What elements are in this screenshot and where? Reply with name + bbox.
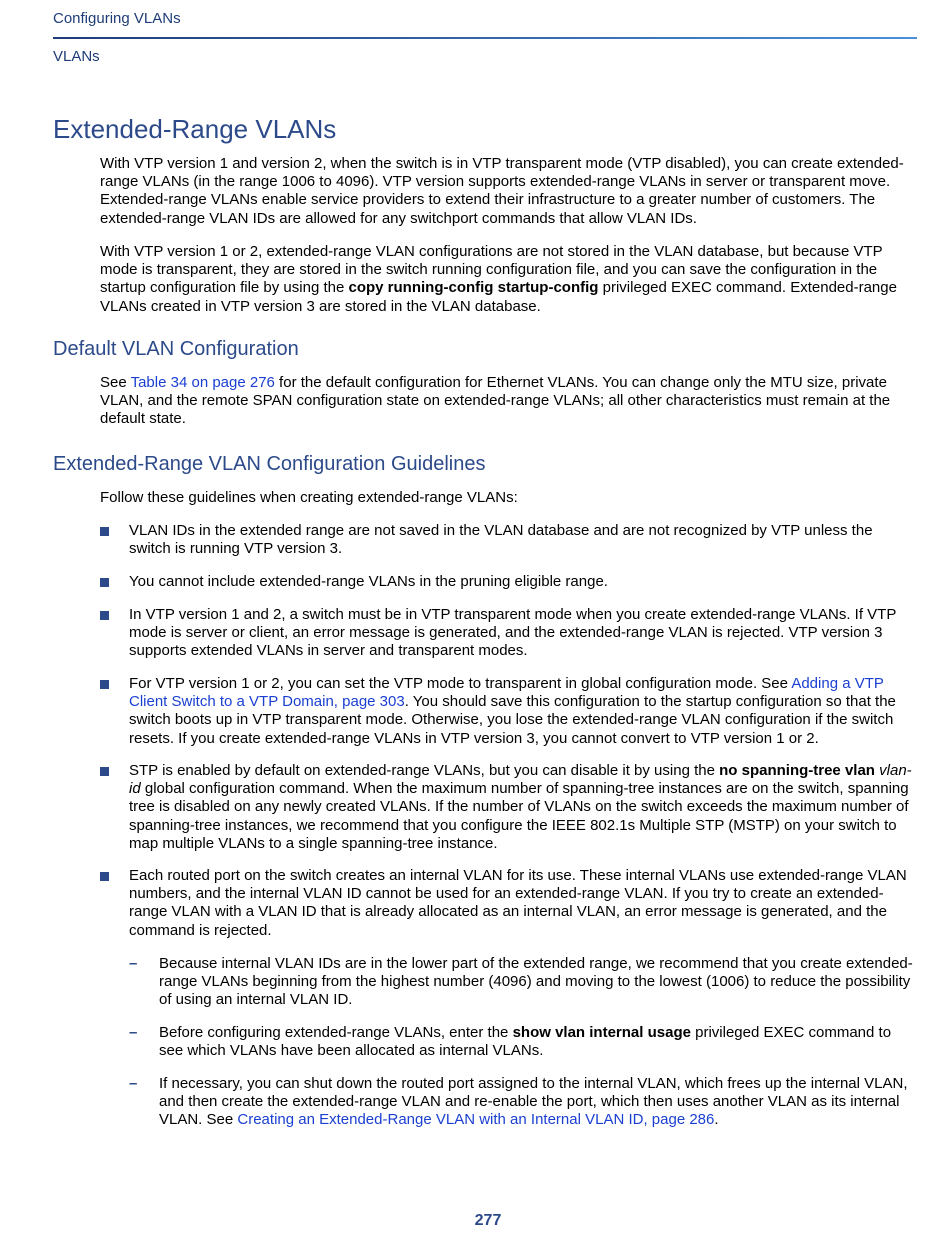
- command-copy-running-config: copy running-config startup-config: [348, 279, 599, 297]
- sub-list-item-text: Because internal VLAN IDs are in the lower part of the extended range, we recommend that you create extended-range VLANs beginning from the highest number (4096) and moving to the lowest (1006) to reduce the possibility of using an internal VLAN ID.: [159, 955, 913, 1009]
- heading-extended-range-vlans: Extended-Range VLANs: [53, 114, 337, 144]
- bullet-square-icon: [100, 680, 109, 689]
- list-item-text-c: . You should save this configuration to the startup configuration so that the switch boots up in VTP transparent mode. Otherwise, you lose the extended-range VLAN configuration if the switch resets. If you create extended-range VLANs in VTP version 3, you cannot convert to VTP version 1 or 2.: [129, 693, 896, 747]
- sub-list-item-text: [159, 1024, 914, 1060]
- chapter-title: Configuring VLANs: [53, 10, 181, 27]
- heading-configuration-guidelines: Extended-Range VLAN Configuration Guidelines: [53, 453, 486, 475]
- sub-list-item-text: [159, 1075, 914, 1130]
- list-item-text: [129, 762, 914, 853]
- section-title: VLANs: [53, 48, 100, 65]
- list-item-text: Each routed port on the switch creates an internal VLAN for its use. These internal VLANs use extended-range VLAN numbers, and the internal VLAN ID cannot be used for an extended-range VLAN. If you try to create an extended-range VLAN with a VLAN ID that is already allocated as an internal VLAN, an error message is generated, and the command is rejected.: [129, 867, 907, 939]
- paragraph-guidelines-intro: Follow these guidelines when creating extended-range VLANs:: [100, 489, 518, 506]
- list-item-text: VLAN IDs in the extended range are not saved in the VLAN database and are not recognized by VTP unless the switch is running VTP version 3.: [129, 522, 873, 558]
- sub-list-item-text-a: If necessary, you can shut down the routed port assigned to the internal VLAN, which frees up the internal VLAN, and then create the extended-range VLAN and re-enable the port, which then uses another VLAN as its internal VLAN. See: [159, 1075, 908, 1129]
- link-table-34[interactable]: Table 34 on page 276: [130, 374, 275, 391]
- bullet-square-icon: [100, 611, 109, 620]
- bullet-square-icon: [100, 578, 109, 587]
- list-item-text-c: global configuration command. When the maximum number of spanning-tree instances are on the switch, spanning tree is disabled on any newly created VLANs. If the number of VLANs on the switch exceeds the maximum number of spanning-tree instances, we recommend that you configure the IEEE 802.1s Multiple STP (MSTP) on your switch to map multiple VLANs to a single spanning-tree instance.: [129, 780, 909, 852]
- paragraph-default-text-a: See: [100, 374, 131, 391]
- bullet-square-icon: [100, 872, 109, 881]
- link-creating-extended-range-vlan[interactable]: Creating an Extended-Range VLAN with an Internal VLAN ID, page 286: [237, 1111, 715, 1129]
- paragraph-storage-text-a: With VTP version 1 or 2, extended-range VLAN configurations are not stored in the VLAN database, but because VTP mode is transparent, they are stored in the switch running configuration file, and you can save the configuration in the startup configuration file by using the: [100, 243, 883, 297]
- list-item-text-a: STP is enabled by default on extended-range VLANs, but you can disable it by using the: [129, 762, 720, 779]
- list-item-text-a: For VTP version 1 or 2, you can set the VTP mode to transparent in global configuration mode. See: [129, 675, 792, 692]
- command-show-vlan-internal-usage: show vlan internal usage: [512, 1024, 691, 1041]
- page-header: [53, 8, 917, 65]
- link-adding-vtp-client-switch[interactable]: Adding a VTP Client Switch to a VTP Domain, page 303: [129, 675, 884, 711]
- command-no-spanning-tree-vlan: no spanning-tree vlan: [719, 762, 875, 779]
- list-item-text: You cannot include extended-range VLANs in the pruning eligible range.: [129, 573, 608, 590]
- heading-default-vlan-configuration: Default VLAN Configuration: [53, 338, 299, 360]
- bullet-square-icon: [100, 767, 109, 776]
- sub-list-item-text-a: Before configuring extended-range VLANs, enter the: [159, 1024, 513, 1041]
- sub-list-item-text-c: privileged EXEC command to see which VLANs have been allocated as internal VLANs.: [159, 1024, 892, 1060]
- header-rule: [53, 37, 917, 39]
- dash-marker: –: [129, 1024, 138, 1041]
- paragraph-default-config: [100, 374, 914, 429]
- argument-vlan-id: vlan-id: [129, 762, 912, 798]
- dash-marker: –: [129, 1075, 138, 1092]
- dash-marker: –: [129, 955, 138, 972]
- paragraph-storage: [100, 243, 914, 316]
- paragraph-default-text-c: for the default configuration for Ethernet VLANs. You can change only the MTU size, private VLAN, and the remote SPAN configuration state on extended-range VLANs; all other characteristics must remain at the default state.: [100, 374, 891, 428]
- list-item-text: In VTP version 1 and 2, a switch must be in VTP transparent mode when you create extended-range VLANs. If VTP mode is server or client, an error message is generated, and the extended-range VLAN is rejected. VTP version 3 supports extended VLANs in server and transparent modes.: [129, 606, 897, 660]
- paragraph-intro: With VTP version 1 and version 2, when the switch is in VTP transparent mode (VTP disabled), you can create extended-range VLANs (in the range 1006 to 4096). VTP version supports extended-range VLANs in server or transparent move. Extended-range VLANs enable service providers to extend their infrastructure to a greater number of customers. The extended-range VLAN IDs are allowed for any switchport commands that allow VLAN IDs.: [100, 155, 904, 227]
- paragraph-storage-text-c: privileged EXEC command. Extended-range VLANs created in VTP version 3 are stored in the VLAN database.: [100, 279, 897, 315]
- page-number: 277: [474, 1212, 502, 1229]
- sub-list-item-text-c: .: [714, 1111, 719, 1129]
- bullet-square-icon: [100, 527, 109, 536]
- list-item-text: [129, 675, 914, 748]
